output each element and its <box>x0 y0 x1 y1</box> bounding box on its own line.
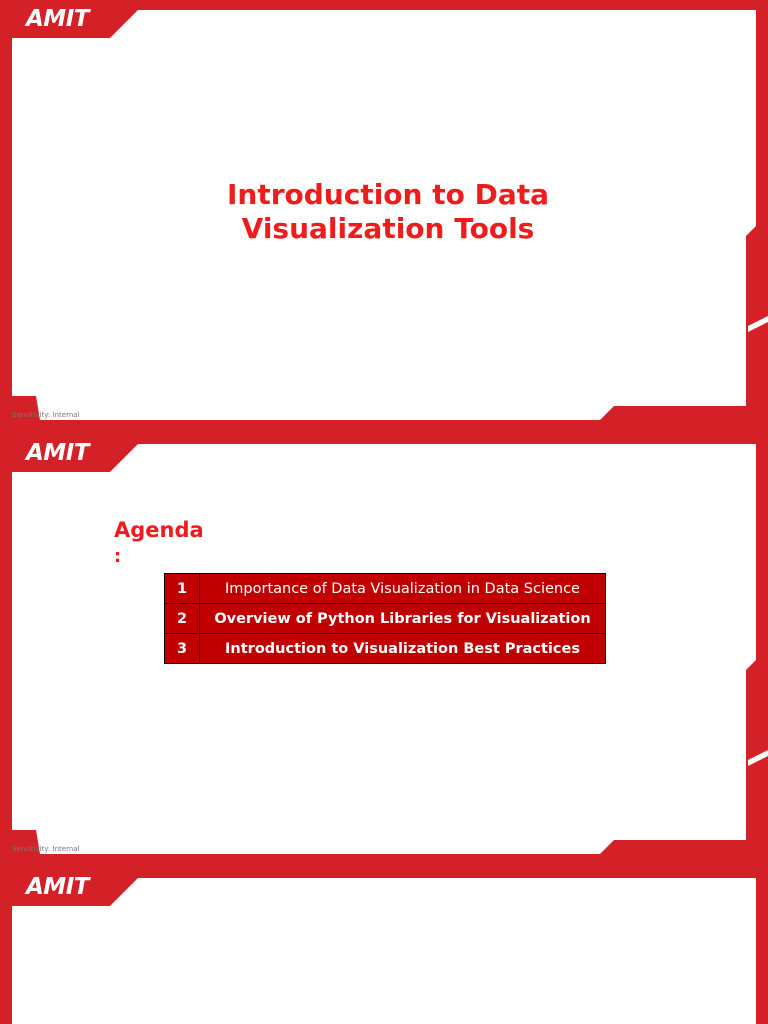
sensitivity-label: Sensitivity: Internal <box>12 411 80 419</box>
agenda-item: Introduction to Visualization Best Practices <box>200 634 606 664</box>
amit-logo: AMIT <box>26 440 89 466</box>
agenda-row <box>165 634 606 664</box>
slide-1 <box>0 0 768 434</box>
slide-title: Introduction to Data Visualization Tools <box>226 178 550 245</box>
amit-logo: AMIT <box>26 6 89 32</box>
agenda-number: 3 <box>165 634 200 664</box>
agenda-number: 1 <box>165 574 200 604</box>
agenda-item: Overview of Python Libraries for Visualization <box>200 604 606 634</box>
sensitivity-label: Sensitivity: Internal <box>12 845 80 853</box>
agenda-heading: Agenda <box>114 518 204 542</box>
agenda-item: Importance of Data Visualization in Data Science <box>200 574 606 604</box>
agenda-colon: : <box>114 546 122 567</box>
agenda-row <box>165 574 606 604</box>
slide-frame <box>0 868 768 1024</box>
agenda-row <box>165 604 606 634</box>
slide-3 <box>0 868 768 1024</box>
amit-logo: AMIT <box>26 874 89 900</box>
agenda-table <box>164 573 606 664</box>
agenda-number: 2 <box>165 604 200 634</box>
